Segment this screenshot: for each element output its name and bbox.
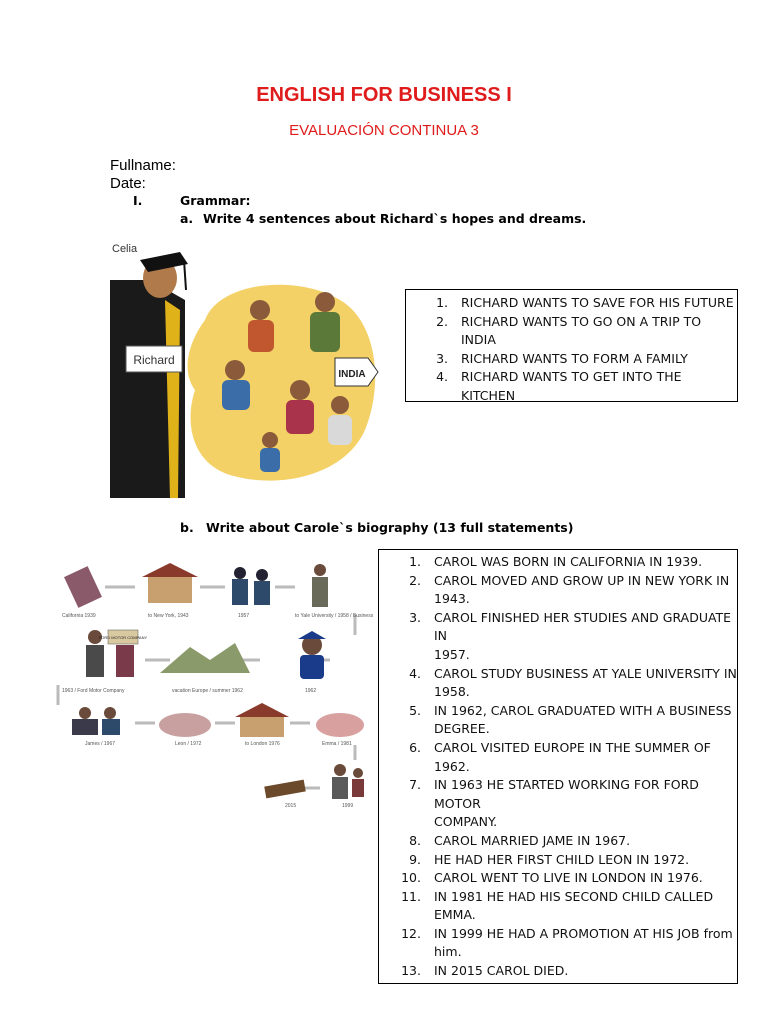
item-text: IN 1963 HE STARTED WORKING FOR FORD MOTOR: [434, 777, 699, 811]
caption-5: vacation Europe / summer 1962: [172, 688, 243, 694]
list-item: [379, 851, 737, 870]
item-text: CAROL FINISHED HER STUDIES AND GRADUATE IN: [434, 609, 732, 644]
section-numeral: I.: [133, 193, 143, 208]
part-b-letter: b.: [180, 520, 194, 535]
item-number: 1.: [436, 295, 448, 310]
item-number: 9.: [409, 851, 421, 867]
list-item: [406, 350, 737, 369]
item-number: 2.: [409, 572, 421, 588]
item-number: 8.: [409, 832, 421, 848]
item-number: 4.: [436, 369, 448, 385]
item-text: CAROL STUDY BUSINESS AT YALE UNIVERSITY IN: [434, 665, 737, 681]
item-text: IN 1999 HE HAD A PROMOTION AT HIS JOB from: [434, 925, 733, 941]
caption-7: James / 1967: [85, 741, 116, 747]
section-heading: Grammar:: [180, 193, 251, 208]
richard-answers-box: [405, 289, 738, 402]
caption-0: California 1939: [62, 613, 96, 619]
list-item: [379, 609, 737, 665]
list-item: [406, 294, 737, 313]
item-text: him.: [434, 944, 462, 960]
caption-9: to London 1976: [245, 741, 280, 747]
list-item: [379, 869, 737, 888]
item-text: COMPANY.: [434, 814, 498, 830]
page-subtitle: EVALUACIÓN CONTINUA 3: [289, 122, 479, 139]
celia-corner-text: Celia: [112, 243, 138, 255]
item-number: 3.: [436, 350, 448, 366]
list-item: [379, 888, 737, 925]
item-number: 4.: [409, 665, 421, 681]
richard-illustration-svg: [110, 240, 382, 498]
item-text: RICHARD WANTS TO SAVE FOR HIS FUTURE: [461, 295, 734, 310]
item-text: IN 2015 CAROL DIED.: [434, 963, 569, 979]
item-number: 10.: [401, 870, 421, 886]
item-text: IN 1981 HE HAD HIS SECOND CHILD CALLED: [434, 888, 714, 904]
list-item: [379, 925, 737, 962]
list-item: [379, 832, 737, 851]
list-item: [379, 702, 737, 739]
list-item: [379, 776, 737, 832]
item-number: 13.: [401, 963, 421, 979]
item-text: 1958.: [434, 684, 470, 700]
caption-4: 1963 / Ford Motor Company: [62, 688, 125, 694]
part-a-letter: a.: [180, 211, 194, 226]
carol-timeline-illustration: [50, 555, 375, 810]
caption-6: 1962: [305, 688, 317, 694]
caption-1: to New York, 1943: [148, 613, 189, 619]
list-item: [379, 665, 737, 702]
item-text: CAROL VISITED EUROPE IN THE SUMMER OF 1962.: [434, 739, 711, 774]
part-a-instruction: Write 4 sentences about Richard`s hopes and dreams.: [203, 211, 587, 226]
item-text: IN 1962, CAROL GRADUATED WITH A BUSINESS: [434, 702, 732, 718]
item-text: CAROL WENT TO LIVE IN LONDON IN 1976.: [434, 870, 703, 886]
caption-11: 2015: [285, 803, 297, 809]
item-text: RICHARD WANTS TO FORM A FAMILY: [461, 350, 688, 366]
richard-name-tag: Richard: [133, 353, 175, 367]
item-text: 1943.: [434, 591, 470, 607]
fullname-label: Fullname:: [110, 157, 176, 174]
carol-timeline-svg: [50, 555, 375, 810]
item-number: 12.: [401, 925, 421, 941]
item-number: 3.: [409, 609, 421, 625]
item-text: CAROL MARRIED JAME IN 1967.: [434, 832, 631, 848]
carol-answers-box: [378, 549, 738, 984]
item-number: 5.: [409, 702, 421, 718]
item-text: RICHARD WANTS TO GET INTO THE KITCHEN: [461, 369, 682, 403]
item-text: RICHARD WANTS TO GO ON A TRIP TO INDIA: [461, 313, 702, 348]
richard-illustration: [110, 240, 382, 498]
ford-sign-text: FORD MOTOR COMPANY: [98, 635, 148, 640]
item-text: 1957.: [434, 646, 470, 662]
date-label: Date:: [110, 175, 146, 192]
list-item: [406, 313, 737, 350]
list-item: [379, 962, 737, 981]
richard-answers-list: [406, 294, 737, 406]
page-title: ENGLISH FOR BUSINESS I: [256, 84, 512, 106]
item-text: CAROL MOVED AND GROW UP IN NEW YORK IN: [434, 572, 730, 588]
caption-12: 1999: [342, 803, 354, 809]
caption-2: 1957: [238, 613, 250, 619]
item-number: 2.: [436, 313, 448, 329]
part-b-instruction: Write about Carole`s biography (13 full statements): [206, 520, 574, 535]
caption-10: Emma / 1981: [322, 741, 352, 747]
item-number: 6.: [409, 739, 421, 755]
list-item: [379, 553, 737, 572]
carol-answers-list: [379, 553, 737, 981]
item-text: EMMA.: [434, 907, 476, 923]
list-item: [379, 572, 737, 609]
item-number: 1.: [409, 554, 421, 569]
india-sign-text: INDIA: [338, 369, 366, 380]
item-text: CAROL WAS BORN IN CALIFORNIA IN 1939.: [434, 554, 703, 569]
item-text: HE HAD HER FIRST CHILD LEON IN 1972.: [434, 851, 690, 867]
item-number: 7.: [409, 777, 421, 793]
list-item: [379, 739, 737, 776]
list-item: [406, 368, 737, 405]
item-number: 11.: [401, 888, 421, 904]
item-text: DEGREE.: [434, 721, 490, 737]
caption-3: to Yale University / 1958 / Business: [295, 613, 374, 619]
caption-8: Leon / 1972: [175, 741, 202, 747]
